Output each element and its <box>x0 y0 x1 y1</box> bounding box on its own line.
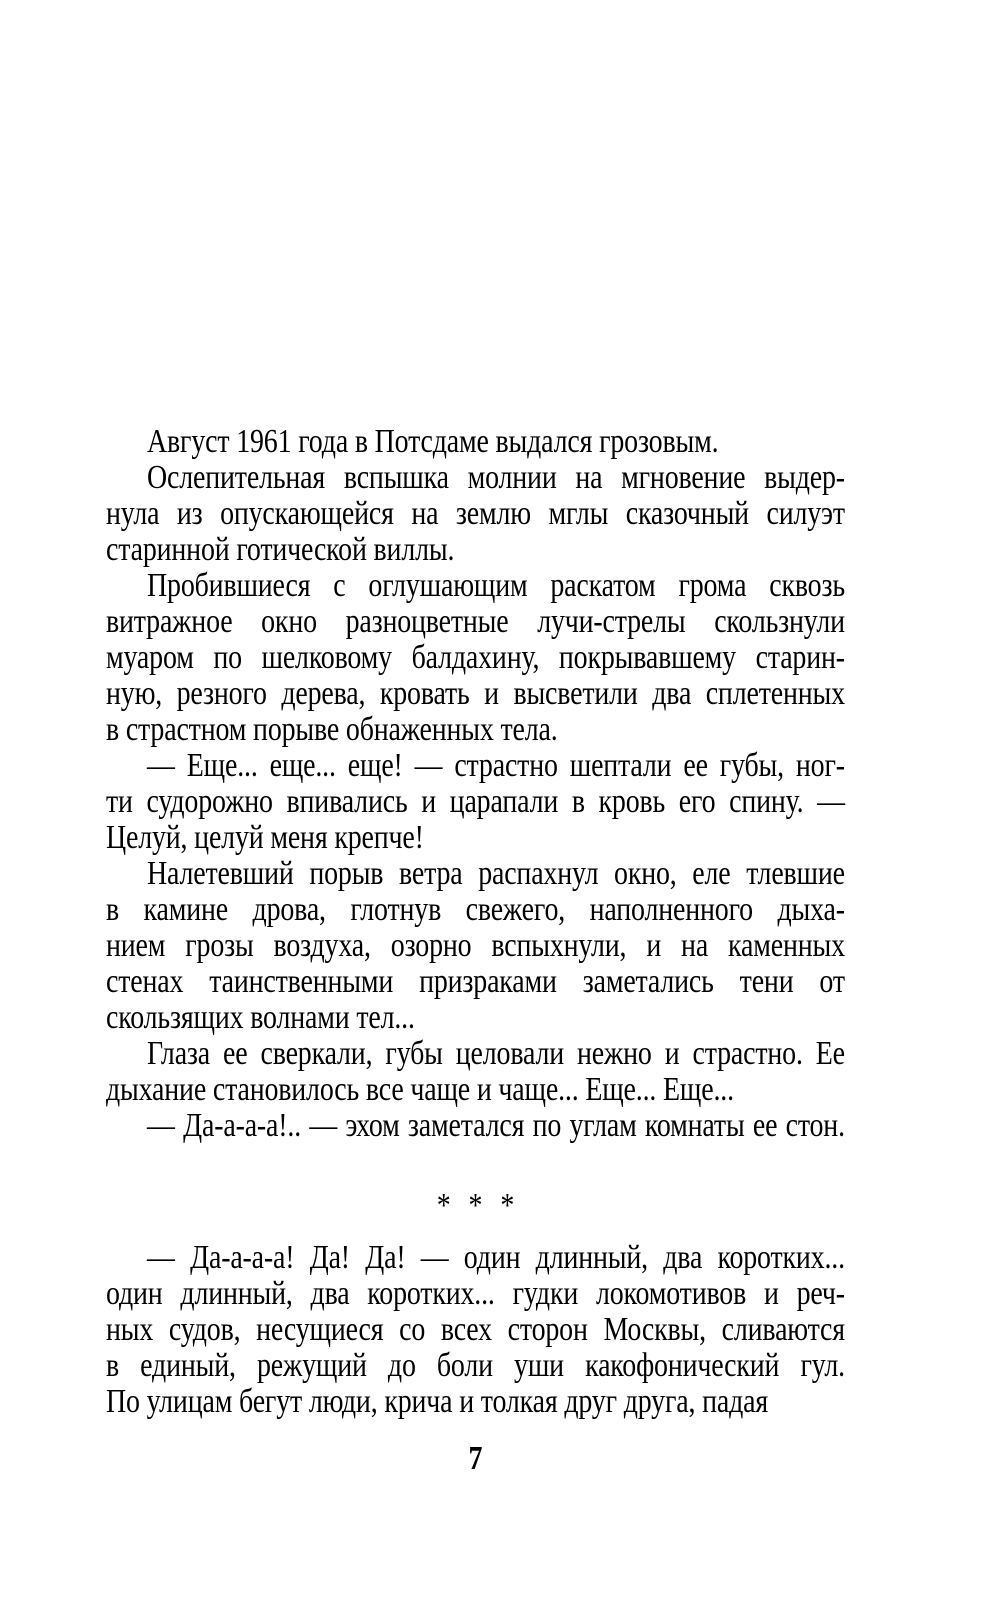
text-line: в камине дрова, глотнув свежего, наполненного дыха- <box>106 891 845 928</box>
paragraph <box>106 856 845 1036</box>
text-line: муаром по шелковому балдахину, покрывавшему старин- <box>106 639 845 676</box>
text-line: в единый, режущий до боли уши какофонический гул. <box>106 1347 845 1384</box>
text-line: — Да-а-а-а! Да! Да! — один длинный, два коротких... <box>147 1239 845 1276</box>
narrative-section-top <box>106 424 845 1144</box>
text-line: Пробившиеся с оглушающим раскатом грома сквозь <box>147 567 845 604</box>
text-line: ную, резного дерева, кровать и высветили два сплетенных <box>106 675 845 712</box>
text-line: Ослепительная вспышка молнии на мгновение выдер- <box>147 459 845 496</box>
text-line: — Да-а-а-а!.. — эхом заметался по углам комнаты ее стон. <box>147 1107 845 1144</box>
paragraph <box>106 1240 845 1420</box>
text-line: Налетевший порыв ветра распахнул окно, еле тлевшие <box>147 855 845 892</box>
text-line: ных судов, несущиеся со всех сторон Москвы, сливаются <box>106 1311 845 1348</box>
text-line: Глаза ее сверкали, губы целовали нежно и страстно. Ее <box>147 1035 845 1072</box>
text-line: ти судорожно впивались и царапали в кровь его спину. — <box>106 783 845 820</box>
text-line: скользящих волнами тел... <box>106 999 415 1036</box>
paragraph <box>106 568 845 748</box>
text-line: дыхание становилось все чаще и чаще... Еще... Еще... <box>106 1071 734 1108</box>
paragraph <box>106 748 845 856</box>
text-line: Целуй, целуй меня крепче! <box>106 819 424 856</box>
paragraph <box>106 424 845 460</box>
paragraph <box>106 460 845 568</box>
scene-break-asterisks: * * * <box>436 1187 515 1224</box>
text-line: нула из опускающейся на землю мглы сказочный силуэт <box>106 495 845 532</box>
text-line: один длинный, два коротких... гудки локомотивов и реч- <box>106 1275 845 1312</box>
text-line: По улицам бегут люди, крича и толкая друг друга, падая <box>106 1383 769 1420</box>
paragraph <box>106 1036 845 1108</box>
text-block <box>106 424 845 1477</box>
text-line: — Еще... еще... еще! — страстно шептали ее губы, ног- <box>147 747 845 784</box>
narrative-section-bottom <box>106 1240 845 1420</box>
text-line: стенах таинственными призраками заметались тени от <box>106 963 845 1000</box>
page-number: 7 <box>468 1440 483 1477</box>
text-line: в страстном порыве обнаженных тела. <box>106 711 558 748</box>
text-line: нием грозы воздуха, озорно вспыхнули, и на каменных <box>106 927 845 964</box>
paragraph <box>106 1108 845 1144</box>
text-line: Август 1961 года в Потсдаме выдался грозовым. <box>147 423 719 460</box>
text-line: витражное окно разноцветные лучи-стрелы скользнули <box>106 603 845 640</box>
text-line: старинной готической виллы. <box>106 531 455 568</box>
